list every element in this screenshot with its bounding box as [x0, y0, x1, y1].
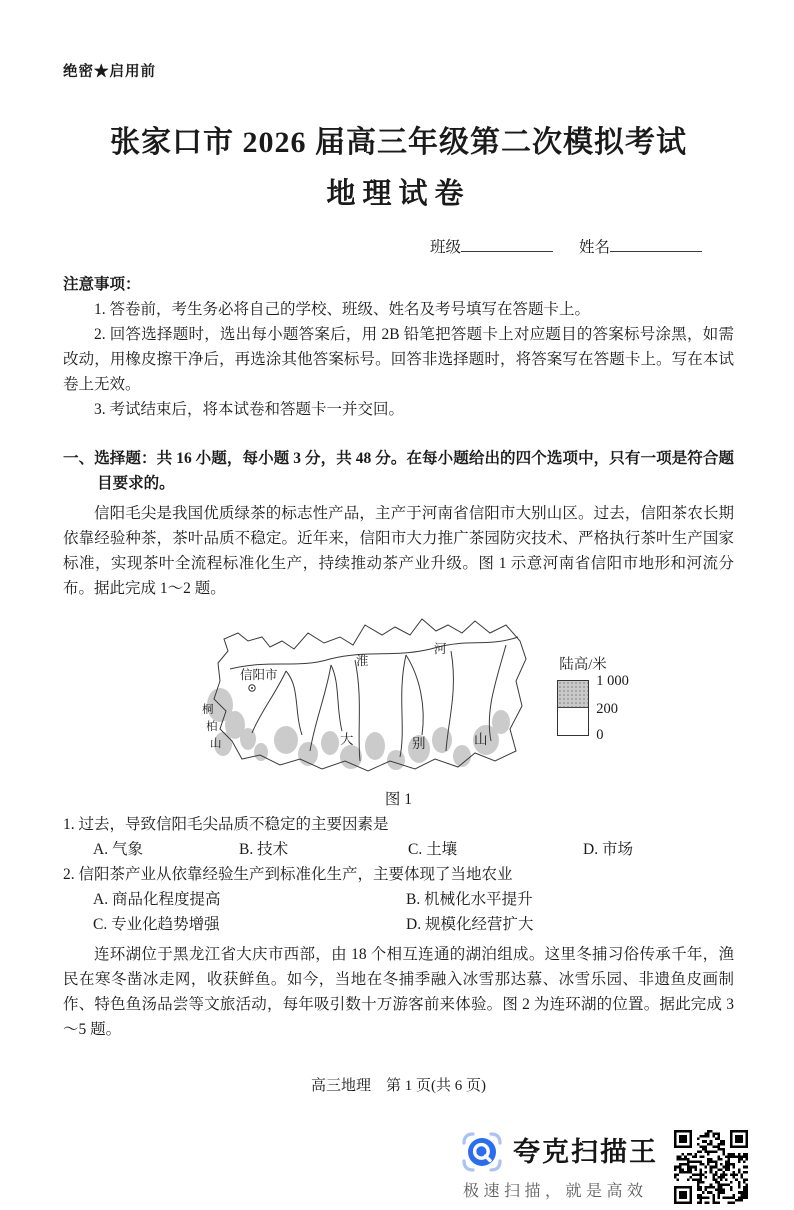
notice-heading: 注意事项：	[63, 276, 141, 293]
student-info-row	[63, 235, 734, 260]
qr-code	[674, 1130, 748, 1204]
legend-highland-swatch	[558, 681, 588, 708]
label-dabie-1: 大	[340, 732, 354, 747]
county-boundary-1	[286, 671, 302, 735]
class-label: 班级	[429, 239, 461, 256]
tributary-3	[355, 660, 360, 761]
label-dabie-2: 别	[412, 736, 426, 751]
q2-option-c: C. 专业化趋势增强	[93, 916, 220, 933]
page-footer: 高三地理 第 1 页(共 6 页)	[311, 1078, 486, 1094]
section-1-heading: 一、选择题：共 16 小题，每小题 3 分，共 48 分。在每小题给出的四个选项中，只有一项是符合题目要求的。	[63, 450, 734, 492]
tributary-4	[400, 655, 406, 757]
name-label: 姓名	[578, 239, 610, 256]
question-1-stem: 1. 过去，导致信阳毛尖品质不稳定的主要因素是	[63, 816, 389, 833]
q2-option-d: D. 规模化经营扩大	[406, 916, 534, 933]
q1-option-b: B. 技术	[239, 841, 289, 858]
highland-shading	[207, 688, 510, 770]
q1-option-d: D. 市场	[583, 841, 633, 858]
q1-option-a: A. 气象	[93, 841, 143, 858]
map-legend	[557, 656, 629, 743]
label-tongbai-1: 桐	[202, 704, 214, 716]
quark-scanner-logo-icon	[460, 1130, 504, 1174]
question-1-options	[63, 837, 734, 862]
passage-lianhuan-lake: 连环湖位于黑龙江省大庆市西部，由 18 个相互连通的湖泊组成。这里冬捕习俗传承千年，渔民在寒冬凿冰走网，收获鲜鱼。如今，当地在冬捕季融入冰雪那达慕、冰雪乐园、非遗鱼皮画制作、特色鱼汤品尝等文旅活动，每年吸引数十万游客前来体验。图 2 为连环湖的位置。据此完成 3～5 题。	[63, 946, 734, 1038]
exam-subject-title: 地理试卷	[326, 178, 471, 210]
legend-value-0: 0	[596, 727, 604, 743]
class-blank-line	[461, 238, 553, 252]
label-tongbai-2: 柏	[206, 721, 218, 733]
legend-value-1000: 1 000	[596, 673, 629, 689]
legend-value-200: 200	[596, 701, 618, 717]
notice-item-2: 2. 回答选择题时，选出每小题答案后，用 2B 铅笔把答题卡上对应题目的答案标号涂黑，如需改动，用橡皮擦干净后，再选涂其他答案标号。回答非选择题时，将答案写在答题卡上。写在本试卷上无效。	[63, 326, 734, 393]
exam-title: 张家口市 2026 届高三年级第二次模拟考试	[110, 126, 687, 159]
label-huai-char: 淮	[356, 654, 369, 668]
county-boundary-2	[331, 665, 342, 731]
label-dabie-3: 山	[474, 732, 488, 747]
legend-title: 陆高/米	[559, 657, 607, 673]
huai-river	[230, 637, 518, 669]
figure-1-caption: 图 1	[384, 791, 413, 808]
label-tongbai-3: 山	[210, 738, 222, 750]
notice-item-1: 1. 答卷前，考生务必将自己的学校、班级、姓名及考号填写在答题卡上。	[94, 301, 591, 318]
xinyang-terrain-map	[190, 611, 535, 781]
q2-option-b: B. 机械化水平提升	[406, 891, 533, 908]
passage-xinyang-tea: 信阳毛尖是我国优质绿茶的标志性产品，主产于河南省信阳市大别山区。过去，信阳茶农长期依靠经验种茶，茶叶品质不稳定。近年来，信阳市大力推广茶园防灾技术、严格执行茶叶生产国家标准，实现茶叶全流程标准化生产，持续推动茶产业升级。图 1 示意河南省信阳市地形和河流分布。据此完成 1～2 题。	[63, 505, 734, 597]
xinyang-city-marker	[249, 685, 255, 691]
legend-elevation-bar	[557, 673, 629, 743]
figure-1	[63, 611, 734, 812]
label-xinyang-city: 信阳市	[240, 668, 278, 682]
question-2-stem: 2. 信阳茶产业从依靠经验生产到标准化生产，主要体现了当地农业	[63, 866, 513, 883]
county-boundary-3	[406, 655, 423, 735]
scanner-app-name: 夸克扫描王	[513, 1137, 658, 1167]
label-he-char: 河	[434, 642, 447, 656]
notice-item-3: 3. 考试结束后，将本试卷和答题卡一并交回。	[94, 401, 405, 418]
scanner-app-tagline: 极速扫描，就是高效	[463, 1183, 648, 1200]
scanner-app-watermark	[460, 1130, 748, 1204]
name-blank-line	[610, 238, 702, 252]
classification-label: 绝密★启用前	[63, 64, 156, 80]
question-2-options	[63, 887, 734, 937]
q1-option-c: C. 土壤	[408, 841, 458, 858]
q2-option-a: A. 商品化程度提高	[93, 891, 221, 908]
